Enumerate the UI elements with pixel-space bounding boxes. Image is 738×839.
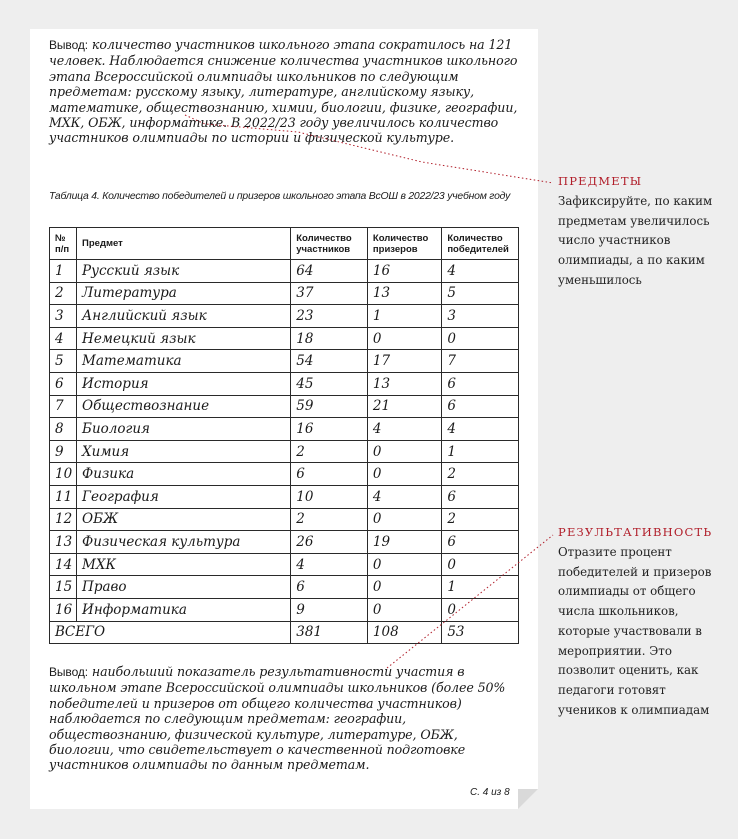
row-number: 1 xyxy=(50,260,77,283)
subject-name: Немецкий язык xyxy=(77,327,291,350)
winners-count: 4 xyxy=(442,260,519,283)
winners-count: 3 xyxy=(442,305,519,328)
subject-name: Русский язык xyxy=(77,260,291,283)
table-caption: Таблица 4. Количество победителей и призеров школьного этапа ВсОШ в 2022/23 учебном году xyxy=(49,191,511,202)
page-number: С. 4 из 8 xyxy=(470,787,510,798)
participants-count: 64 xyxy=(291,260,368,283)
total-participants: 381 xyxy=(291,621,368,644)
participants-count: 23 xyxy=(291,305,368,328)
participants-count: 10 xyxy=(291,485,368,508)
winners-count: 0 xyxy=(442,598,519,621)
row-number: 8 xyxy=(50,418,77,441)
total-winners: 53 xyxy=(442,621,519,644)
subject-name: Биология xyxy=(77,418,291,441)
winners-count: 4 xyxy=(442,418,519,441)
total-label: ВСЕГО xyxy=(50,621,291,644)
winners-count: 6 xyxy=(442,531,519,554)
subject-name: История xyxy=(77,372,291,395)
participants-count: 4 xyxy=(291,553,368,576)
row-number: 5 xyxy=(50,350,77,373)
prizewinners-count: 4 xyxy=(367,418,441,441)
prizewinners-count: 4 xyxy=(367,485,441,508)
winners-count: 2 xyxy=(442,508,519,531)
row-number: 10 xyxy=(50,463,77,486)
prizewinners-count: 16 xyxy=(367,260,441,283)
conclusion-bottom-lead: Вывод: xyxy=(49,665,89,679)
total-prizewinners: 108 xyxy=(367,621,441,644)
participants-count: 16 xyxy=(291,418,368,441)
prizewinners-count: 0 xyxy=(367,576,441,599)
participants-count: 6 xyxy=(291,576,368,599)
row-number: 14 xyxy=(50,553,77,576)
participants-count: 26 xyxy=(291,531,368,554)
subject-name: Физика xyxy=(77,463,291,486)
row-number: 15 xyxy=(50,576,77,599)
row-number: 13 xyxy=(50,531,77,554)
winners-count: 2 xyxy=(442,463,519,486)
leader-line-subjects xyxy=(185,115,553,183)
row-number: 3 xyxy=(50,305,77,328)
conclusion-bottom-text: наибольший показатель результативности участия в школьном этапе Всероссийской олимпиады школьников (более 50% победителей и призеров от общего количества участников) наблюдается по следующим предметам: географии, обществознанию, физической культуре, литературе, ОБЖ, биологии, что свидетельствует о качественной подготовке участников олимпиады по данным предметам. xyxy=(49,664,506,773)
row-number: 7 xyxy=(50,395,77,418)
header-winners: Количество победителей xyxy=(442,228,519,260)
winners-count: 6 xyxy=(442,395,519,418)
participants-count: 45 xyxy=(291,372,368,395)
winners-count: 0 xyxy=(442,553,519,576)
conclusion-top-lead: Вывод: xyxy=(49,38,89,52)
header-subject: Предмет xyxy=(77,228,291,260)
subject-name: Литература xyxy=(77,282,291,305)
subject-name: Математика xyxy=(77,350,291,373)
prizewinners-count: 17 xyxy=(367,350,441,373)
winners-count: 6 xyxy=(442,372,519,395)
side-note-effectiveness-title: РЕЗУЛЬТАТИВНОСТЬ xyxy=(558,525,713,539)
subject-name: ОБЖ xyxy=(77,508,291,531)
leader-line-effectiveness xyxy=(387,535,553,668)
header-prizewinners: Количество призеров xyxy=(367,228,441,260)
subject-name: География xyxy=(77,485,291,508)
subject-name: Химия xyxy=(77,440,291,463)
prizewinners-count: 0 xyxy=(367,598,441,621)
subject-name: Английский язык xyxy=(77,305,291,328)
participants-count: 59 xyxy=(291,395,368,418)
participants-count: 54 xyxy=(291,350,368,373)
prizewinners-count: 0 xyxy=(367,508,441,531)
prizewinners-count: 13 xyxy=(367,282,441,305)
row-number: 2 xyxy=(50,282,77,305)
participants-count: 6 xyxy=(291,463,368,486)
subject-name: МХК xyxy=(77,553,291,576)
prizewinners-count: 0 xyxy=(367,327,441,350)
winners-count: 7 xyxy=(442,350,519,373)
prizewinners-count: 21 xyxy=(367,395,441,418)
prizewinners-count: 0 xyxy=(367,440,441,463)
row-number: 12 xyxy=(50,508,77,531)
header-participants: Количество участников xyxy=(291,228,368,260)
participants-count: 9 xyxy=(291,598,368,621)
side-note-effectiveness-text: Отразите процент победителей и призеров олимпиады от общего числа школьников, которые участвовали в мероприятии. Это позволит оценить, как педагоги готовят учеников к олимпиадам xyxy=(558,545,712,717)
side-note-subjects-title: ПРЕДМЕТЫ xyxy=(558,174,643,188)
side-note-subjects-text: Зафиксируйте, по каким предметам увеличилось число участников олимпиады, а по каким уменьшилось xyxy=(558,194,713,287)
participants-count: 2 xyxy=(291,508,368,531)
prizewinners-count: 0 xyxy=(367,553,441,576)
row-number: 9 xyxy=(50,440,77,463)
winners-count: 6 xyxy=(442,485,519,508)
participants-count: 37 xyxy=(291,282,368,305)
winners-count: 1 xyxy=(442,440,519,463)
participants-count: 18 xyxy=(291,327,368,350)
prizewinners-count: 19 xyxy=(367,531,441,554)
subject-name: Право xyxy=(77,576,291,599)
row-number: 16 xyxy=(50,598,77,621)
winners-count: 1 xyxy=(442,576,519,599)
prizewinners-count: 0 xyxy=(367,463,441,486)
subject-name: Обществознание xyxy=(77,395,291,418)
row-number: 4 xyxy=(50,327,77,350)
winners-count: 0 xyxy=(442,327,519,350)
prizewinners-count: 13 xyxy=(367,372,441,395)
subject-name: Физическая культура xyxy=(77,531,291,554)
header-number: № п/п xyxy=(50,228,77,260)
participants-count: 2 xyxy=(291,440,368,463)
row-number: 11 xyxy=(50,485,77,508)
prizewinners-count: 1 xyxy=(367,305,441,328)
winners-count: 5 xyxy=(442,282,519,305)
conclusion-top-text: количество участников школьного этапа сократилось на 121 человек. Наблюдается снижение количества участников школьного этапа Всероссийской олимпиады школьников по следующим предметам: русскому языку, литературе, английскому языку, математике, обществознанию, химии, биологии, физике, географии, МХК, ОБЖ, информатике. В 2022/23 году увеличилось количество участников олимпиады по истории и физической культуре. xyxy=(49,37,518,146)
row-number: 6 xyxy=(50,372,77,395)
subject-name: Информатика xyxy=(77,598,291,621)
